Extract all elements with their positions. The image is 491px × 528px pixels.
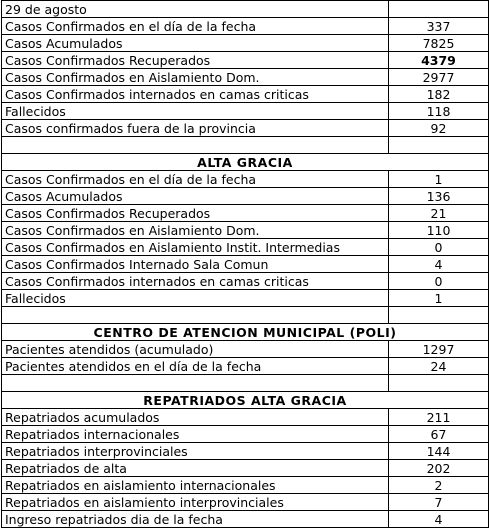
section-header-poli: [2, 324, 489, 341]
row-label: Casos Confirmados Recuperados: [2, 205, 389, 222]
covid-report-table: [1, 0, 489, 528]
date-value-empty: [389, 1, 489, 18]
row-label: Casos Confirmados internados en camas criticas: [2, 273, 389, 290]
row-value: 92: [389, 120, 489, 137]
table-row: [2, 120, 489, 137]
table-row: [2, 494, 489, 511]
row-label: Casos Confirmados Internado Sala Comun: [2, 256, 389, 273]
table-row: [2, 460, 489, 477]
row-value: 4379: [389, 52, 489, 69]
row-value: 110: [389, 222, 489, 239]
spacer-cell: [389, 137, 489, 154]
row-value: 0: [389, 239, 489, 256]
row-label: Repatriados interprovinciales: [2, 443, 389, 460]
table-row: [2, 103, 489, 120]
spacer-cell: [2, 307, 389, 324]
table-row: [2, 35, 489, 52]
row-label: Casos confirmados fuera de la provincia: [2, 120, 389, 137]
spacer-cell: [2, 137, 389, 154]
row-value: 182: [389, 86, 489, 103]
row-value: 4: [389, 511, 489, 528]
row-value: 7825: [389, 35, 489, 52]
row-value: 1297: [389, 341, 489, 358]
table-row: [2, 426, 489, 443]
table-row: [2, 409, 489, 426]
table-row: [2, 443, 489, 460]
table-row: [2, 69, 489, 86]
row-value: 67: [389, 426, 489, 443]
row-value: 24: [389, 358, 489, 375]
table-row: [2, 256, 489, 273]
table-row: [2, 188, 489, 205]
row-label: Repatriados en aislamiento internacionales: [2, 477, 389, 494]
row-label: Casos Confirmados en Aislamiento Dom.: [2, 69, 389, 86]
table-row: [2, 511, 489, 528]
table-row: [2, 477, 489, 494]
table-row: [2, 18, 489, 35]
table-row: [2, 86, 489, 103]
section-title: ALTA GRACIA: [2, 154, 489, 171]
table-row: [2, 239, 489, 256]
row-value: 144: [389, 443, 489, 460]
spacer-row: [2, 137, 489, 154]
section-title: REPATRIADOS ALTA GRACIA: [2, 392, 489, 409]
row-value: 2: [389, 477, 489, 494]
row-label: Casos Confirmados en Aislamiento Dom.: [2, 222, 389, 239]
section-header-alta-gracia: [2, 154, 489, 171]
row-label: Repatriados en aislamiento interprovinciales: [2, 494, 389, 511]
row-label: Casos Confirmados en el día de la fecha: [2, 171, 389, 188]
row-value: 0: [389, 273, 489, 290]
table-row: [2, 273, 489, 290]
row-label: Repatriados internacionales: [2, 426, 389, 443]
row-value: 337: [389, 18, 489, 35]
spacer-row: [2, 307, 489, 324]
row-value: 21: [389, 205, 489, 222]
table-row: [2, 205, 489, 222]
row-label: Repatriados de alta: [2, 460, 389, 477]
row-label: Casos Confirmados internados en camas criticas: [2, 86, 389, 103]
row-label: Pacientes atendidos en el día de la fecha: [2, 358, 389, 375]
spacer-cell: [389, 307, 489, 324]
table-row: [2, 358, 489, 375]
row-value: 118: [389, 103, 489, 120]
row-label: Casos Acumulados: [2, 35, 389, 52]
section-title: CENTRO DE ATENCION MUNICIPAL (POLI): [2, 324, 489, 341]
spacer-cell: [389, 375, 489, 392]
table-row: [2, 290, 489, 307]
row-value: 4: [389, 256, 489, 273]
row-value: 211: [389, 409, 489, 426]
table-row: [2, 222, 489, 239]
row-value: 1: [389, 290, 489, 307]
spacer-cell: [2, 375, 389, 392]
date-row: [2, 1, 489, 18]
row-label: Pacientes atendidos (acumulado): [2, 341, 389, 358]
row-value: 2977: [389, 69, 489, 86]
row-label: Fallecidos: [2, 103, 389, 120]
row-label: Ingreso repatriados dia de la fecha: [2, 511, 389, 528]
row-value: 202: [389, 460, 489, 477]
row-label: Fallecidos: [2, 290, 389, 307]
row-label: Casos Confirmados Recuperados: [2, 52, 389, 69]
table-row: [2, 52, 489, 69]
row-value: 7: [389, 494, 489, 511]
spacer-row: [2, 375, 489, 392]
table-row: [2, 341, 489, 358]
row-label: Casos Confirmados en Aislamiento Instit. Intermedias: [2, 239, 389, 256]
row-label: Casos Confirmados en el día de la fecha: [2, 18, 389, 35]
row-value: 136: [389, 188, 489, 205]
row-label: Casos Acumulados: [2, 188, 389, 205]
row-value: 1: [389, 171, 489, 188]
section-header-repatriados: [2, 392, 489, 409]
row-label: Repatriados acumulados: [2, 409, 389, 426]
report-date: 29 de agosto: [2, 1, 389, 18]
table-row: [2, 171, 489, 188]
